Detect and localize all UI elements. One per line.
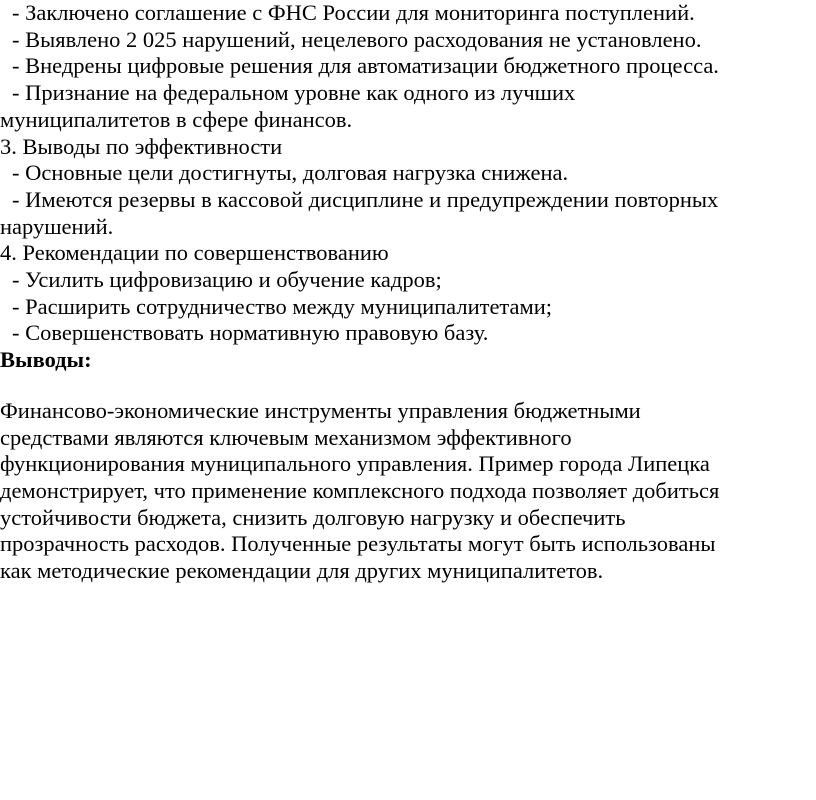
conclusion-line: Финансово-экономические инструменты управления бюджетными (0, 397, 641, 423)
conclusion-line: демонстрирует, что применение комплексного подхода позволяет добиться (0, 477, 720, 503)
list-item: - Заключено соглашение с ФНС России для мониторинга поступлений. (12, 0, 695, 25)
section4-heading: 4. Рекомендации по совершенствованию (0, 240, 389, 266)
list-item: - Усилить цифровизацию и обучение кадров; (12, 267, 442, 293)
conclusion-line: функционирования муниципального управления. Пример города Липецка (0, 451, 710, 477)
conclusion-line: устойчивости бюджета, снизить долговую нагрузку и обеспечить (0, 504, 626, 530)
list-item-recognition-line1: - Признание на федеральном уровне как одного из лучших (12, 80, 576, 106)
list-item-reserves-line1: - Имеются резервы в кассовой дисциплине и предупреждении повторных (12, 186, 719, 212)
list-item-recognition-line2: муниципалитетов в сфере финансов. (0, 106, 353, 132)
list-item: - Расширить сотрудничество между муниципалитетами; (12, 293, 553, 319)
list-item: - Основные цели достигнуты, долговая нагрузка снижена. (12, 160, 569, 186)
conclusions-heading: Выводы: (0, 347, 92, 373)
list-item-reserves-line2: нарушений. (0, 213, 114, 239)
section3-heading: 3. Выводы по эффективности (0, 133, 283, 159)
conclusion-line: средствами являются ключевым механизмом эффективного (0, 424, 572, 450)
list-item: - Выявлено 2 025 нарушений, нецелевого расходования не установлено. (12, 26, 702, 52)
conclusion-line: прозрачность расходов. Полученные результаты могут быть использованы (0, 531, 716, 557)
paragraph-gap (0, 374, 816, 398)
conclusion-line: как методические рекомендации для других муниципалитетов. (0, 558, 604, 584)
list-item: - Внедрены цифровые решения для автоматизации бюджетного процесса. (12, 53, 719, 79)
list-item: - Совершенствовать нормативную правовую базу. (12, 320, 489, 346)
